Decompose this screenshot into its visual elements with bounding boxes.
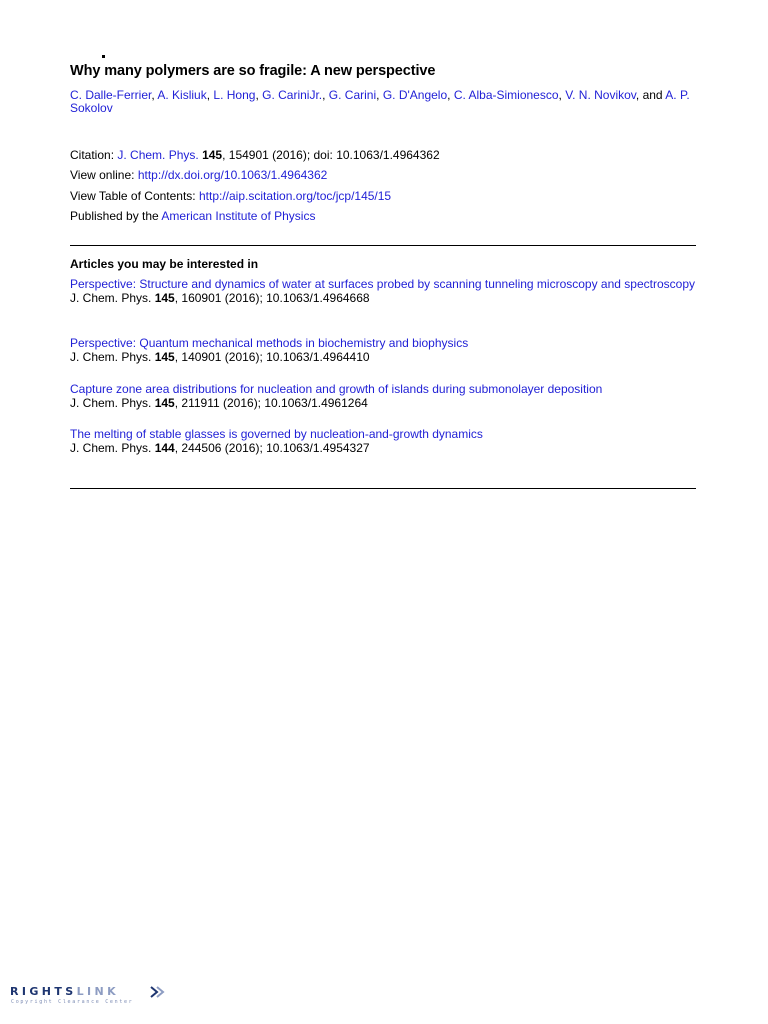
- ref-journal: J. Chem. Phys.: [70, 396, 152, 410]
- ref-details: , 140901 (2016); 10.1063/1.4964410: [174, 350, 370, 364]
- publisher-link[interactable]: American Institute of Physics: [161, 209, 316, 223]
- author-link[interactable]: A. Kisliuk: [157, 88, 207, 102]
- citation-details: , 154901 (2016); doi: 10.1063/1.4964362: [222, 148, 440, 162]
- decorative-dot: [102, 55, 105, 58]
- view-online-line: [70, 168, 327, 182]
- rightslink-chevron-icon: [148, 986, 166, 998]
- authors-conjunction: and: [642, 88, 663, 102]
- ref-volume: 144: [154, 441, 175, 455]
- related-article-ref: [70, 442, 696, 455]
- author-link[interactable]: V. N. Novikov: [565, 88, 636, 102]
- related-article: [70, 383, 696, 410]
- related-heading: Articles you may be interested in: [70, 257, 259, 271]
- related-article-ref: [70, 292, 696, 305]
- ref-details: , 211911 (2016); 10.1063/1.4961264: [174, 396, 368, 410]
- related-article-link[interactable]: Perspective: Quantum mechanical methods in biochemistry and biophysics: [70, 336, 469, 350]
- author-link[interactable]: G. CariniJr.: [262, 88, 323, 102]
- doi-link[interactable]: http://dx.doi.org/10.1063/1.4964362: [137, 168, 328, 182]
- top-divider: [70, 245, 696, 246]
- citation-label: Citation:: [70, 148, 115, 162]
- rightslink-logo[interactable]: [10, 985, 160, 1005]
- related-article-ref: [70, 397, 696, 410]
- rightslink-tagline: Copyright Clearance Center: [11, 999, 134, 1005]
- citation-volume: 145: [202, 148, 223, 162]
- ref-volume: 145: [154, 350, 175, 364]
- author-link[interactable]: C. Dalle-Ferrier: [70, 88, 152, 102]
- related-article: [70, 278, 696, 305]
- author-link[interactable]: C. Alba-Simionesco: [453, 88, 559, 102]
- publisher-line: [70, 209, 315, 223]
- toc-link[interactable]: http://aip.scitation.org/toc/jcp/145/15: [198, 189, 392, 203]
- related-article: [70, 337, 696, 364]
- citation-line: [70, 148, 440, 162]
- related-article-ref: [70, 351, 696, 364]
- ref-volume: 145: [154, 396, 175, 410]
- ref-details: , 244506 (2016); 10.1063/1.4954327: [174, 441, 370, 455]
- rightslink-wordmark: RIGHTSLINK: [10, 985, 120, 998]
- ref-journal: J. Chem. Phys.: [70, 291, 152, 305]
- related-article-link[interactable]: Capture zone area distributions for nucleation and growth of islands during submonolayer deposition: [70, 382, 603, 396]
- related-article-link[interactable]: The melting of stable glasses is governed by nucleation-and-growth dynamics: [70, 427, 483, 441]
- ref-details: , 160901 (2016); 10.1063/1.4964668: [174, 291, 370, 305]
- author-link[interactable]: A. P. Sokolov: [70, 88, 690, 115]
- article-title: Why many polymers are so fragile: A new perspective: [70, 63, 436, 79]
- related-article: [70, 428, 696, 455]
- author-link[interactable]: G. Carini: [328, 88, 377, 102]
- toc-label: View Table of Contents:: [70, 189, 196, 203]
- toc-line: [70, 189, 391, 203]
- author-link[interactable]: G. D'Angelo: [382, 88, 448, 102]
- journal-link[interactable]: J. Chem. Phys.: [117, 148, 199, 162]
- view-online-label: View online:: [70, 168, 135, 182]
- ref-volume: 145: [154, 291, 175, 305]
- related-article-link[interactable]: Perspective: Structure and dynamics of water at surfaces probed by scanning tunneling microscopy and spectroscopy: [70, 277, 695, 291]
- author-link[interactable]: L. Hong: [213, 88, 256, 102]
- bottom-divider: [70, 488, 696, 489]
- ref-journal: J. Chem. Phys.: [70, 350, 152, 364]
- ref-journal: J. Chem. Phys.: [70, 441, 152, 455]
- publisher-label: Published by the: [70, 209, 159, 223]
- author-list: C. Dalle-Ferrier, A. Kisliuk, L. Hong, G. CariniJr., G. Carini, G. D'Angelo, C. Alba-Simionesco, V. N. Novikov, and A. P. Sokolov: [70, 88, 690, 115]
